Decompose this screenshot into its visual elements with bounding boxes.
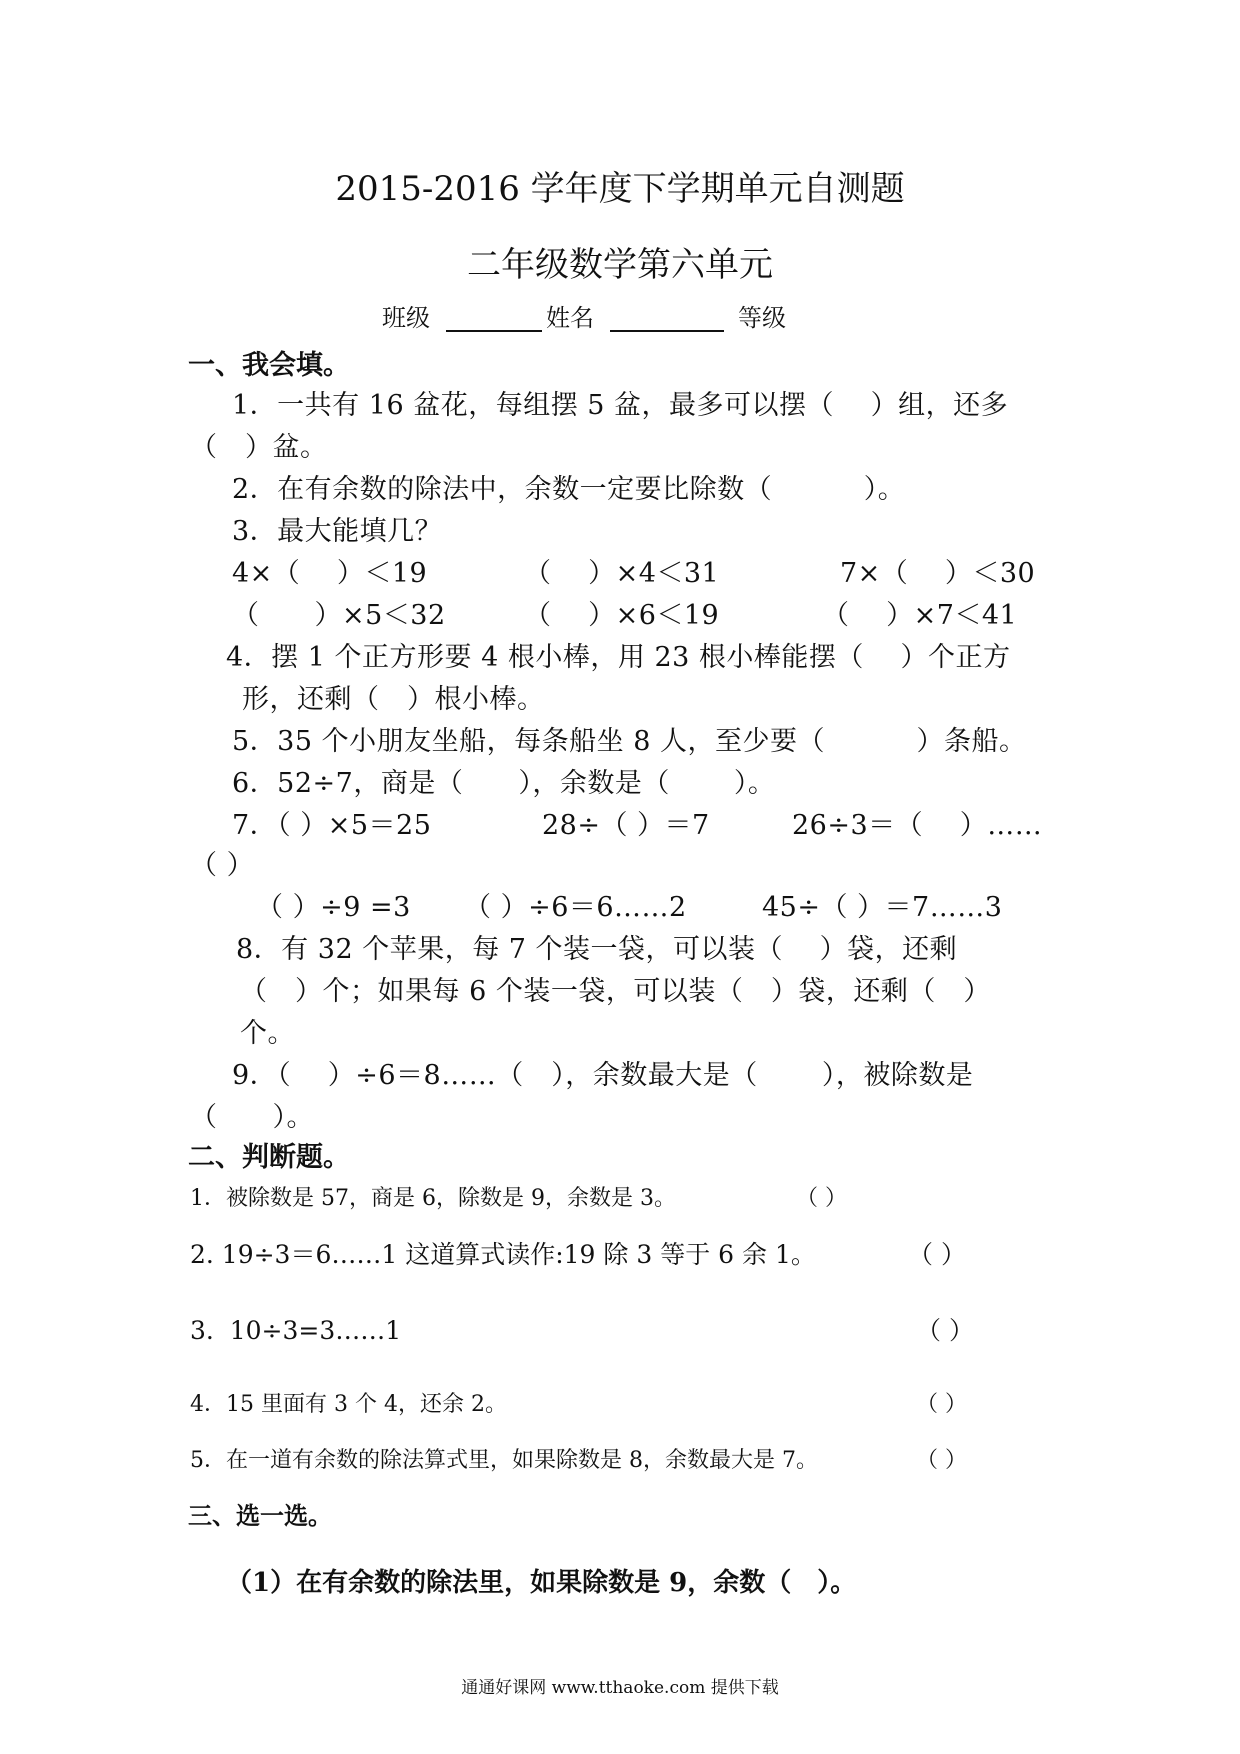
judge-item-5-paren: （ ）: [916, 1448, 967, 1473]
judge-item-3: 3. 10÷3=3……1: [190, 1316, 402, 1345]
question-1-line2: （ ）盆。: [190, 432, 328, 463]
question-3b: （ ）×4＜31: [524, 558, 720, 589]
question-7a: 7．（ ）×5＝25: [232, 810, 432, 841]
question-3d: （ ）×5＜32: [232, 600, 446, 631]
page-subtitle: 二年级数学第六单元: [467, 245, 773, 285]
question-7c: 26÷3＝（ ）……: [792, 810, 1043, 841]
question-6: 6．52÷7，商是（ ），余数是（ ）。: [232, 768, 776, 799]
question-9-line1: 9．（ ）÷6＝8……（ ），余数最大是（ ），被除数是: [232, 1060, 974, 1091]
judge-item-2: 2. 19÷3＝6……1 这道算式读作:19 除 3 等于 6 余 1。: [190, 1240, 816, 1269]
judge-item-1-paren: （ ）: [796, 1186, 847, 1211]
question-7f: 45÷（ ）＝7……3: [762, 892, 1003, 923]
question-7-wrap: （ ）: [190, 850, 255, 881]
question-3e: （ ）×6＜19: [524, 600, 720, 631]
section3-heading: 三、选一选。: [188, 1501, 332, 1530]
judge-item-2-paren: （ ）: [908, 1240, 966, 1269]
question-3f: （ ）×7＜41: [822, 600, 1018, 631]
footer-credit: 通通好课网 www.tthaoke.com 提供下载: [461, 1678, 779, 1698]
section2-heading: 二、判断题。: [188, 1142, 350, 1173]
judge-item-3-paren: （ ）: [916, 1316, 974, 1345]
question-3c: 7×（ ）＜30: [840, 558, 1036, 589]
section1-heading: 一、我会填。: [188, 350, 350, 381]
question-8-line2: （ ）个；如果每 6 个装一袋，可以装（ ）袋，还剩（ ）: [240, 976, 991, 1007]
question-8-line1: 8．有 32 个苹果，每 7 个装一袋，可以装（ ）袋，还剩: [236, 934, 958, 965]
question-5: 5．35 个小朋友坐船，每条船坐 8 人，至少要（ ）条船。: [232, 726, 1027, 757]
question-3: 3．最大能填几？: [232, 516, 443, 547]
page-title: 2015-2016 学年度下学期单元自测题: [335, 169, 905, 209]
judge-item-1: 1．被除数是 57，商是 6，除数是 9，余数是 3。: [190, 1186, 676, 1211]
question-3a: 4×（ ）＜19: [232, 558, 428, 589]
question-8-line3: 个。: [240, 1018, 295, 1049]
question-2: 2．在有余数的除法中，余数一定要比除数（ ）。: [232, 474, 906, 505]
judge-item-4: 4．15 里面有 3 个 4，还余 2。: [190, 1392, 507, 1417]
choice-question-1: （1）在有余数的除法里，如果除数是 9，余数（ ）。: [226, 1568, 857, 1598]
question-7e: （ ）÷6＝6……2: [464, 892, 687, 923]
question-1-line1: 1．一共有 16 盆花，每组摆 5 盆，最多可以摆（ ）组，还多: [232, 390, 1009, 421]
name-blank: [610, 308, 724, 332]
question-7b: 28÷（ ）＝7: [542, 810, 710, 841]
question-4-line2: 形，还剩（ ）根小棒。: [242, 684, 545, 715]
grade-label: 等级: [738, 304, 786, 332]
judge-item-5: 5．在一道有余数的除法算式里，如果除数是 8，余数最大是 7。: [190, 1448, 818, 1473]
name-label: 姓名: [546, 304, 594, 332]
question-4-line1: 4．摆 1 个正方形要 4 根小棒，用 23 根小棒能摆（ ）个正方: [226, 642, 1011, 673]
class-blank: [446, 308, 542, 332]
judge-item-4-paren: （ ）: [916, 1392, 967, 1417]
class-label: 班级: [382, 304, 430, 332]
question-9-line2: （ ）。: [190, 1102, 314, 1133]
question-7d: （ ）÷9 =3: [256, 892, 411, 923]
